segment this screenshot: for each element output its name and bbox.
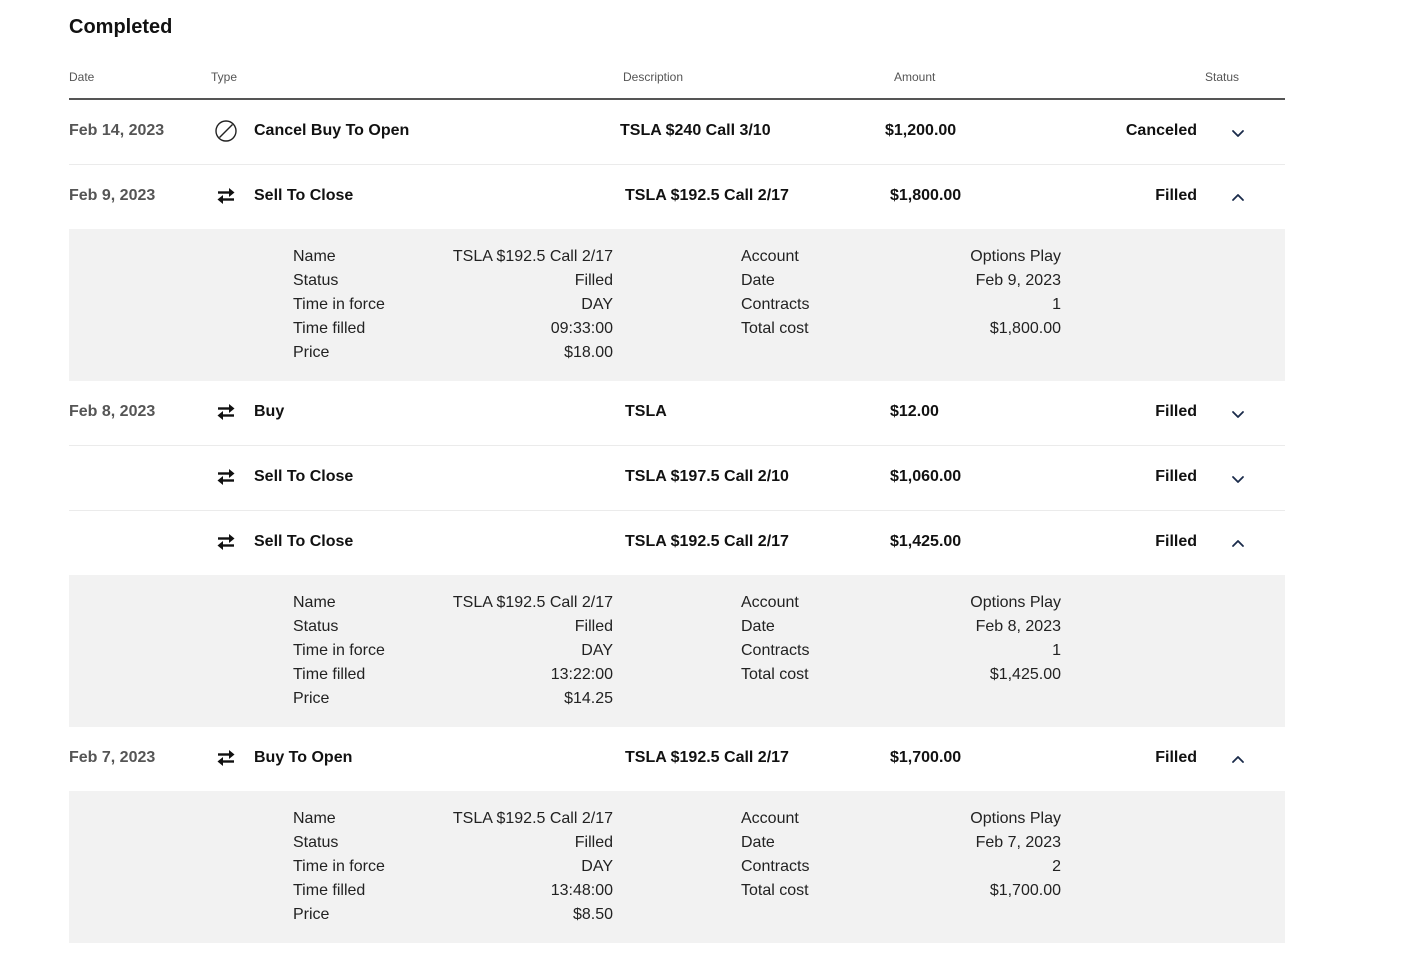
detail-column bbox=[449, 245, 613, 365]
detail-label-date: Date bbox=[741, 272, 775, 289]
detail-label-status: Status bbox=[293, 618, 339, 635]
detail-value-name: TSLA $192.5 Call 2/17 bbox=[452, 810, 613, 827]
detail-label-total-cost: Total cost bbox=[741, 666, 809, 683]
order-date: Feb 7, 2023 bbox=[69, 749, 156, 766]
swap-arrows-icon bbox=[215, 531, 237, 553]
detail-value-name: TSLA $192.5 Call 2/17 bbox=[452, 248, 613, 265]
detail-column bbox=[919, 591, 1061, 687]
detail-label-time-in-force: Time in force bbox=[293, 858, 385, 875]
detail-label-account: Account bbox=[741, 248, 799, 265]
detail-column bbox=[449, 807, 613, 927]
detail-column bbox=[919, 807, 1061, 903]
column-header-date: Date bbox=[69, 70, 95, 84]
table-header bbox=[69, 68, 1285, 100]
detail-column bbox=[741, 591, 809, 687]
detail-label-date: Date bbox=[741, 834, 775, 851]
order-status: Filled bbox=[1155, 749, 1197, 766]
order-row[interactable] bbox=[69, 165, 1285, 229]
chevron-up-icon[interactable] bbox=[1229, 535, 1247, 553]
detail-label-name: Name bbox=[293, 810, 336, 827]
order-description: TSLA $192.5 Call 2/17 bbox=[625, 187, 789, 204]
detail-column bbox=[741, 245, 809, 341]
detail-value-time-in-force: DAY bbox=[581, 642, 613, 659]
order-amount: $1,700.00 bbox=[890, 749, 962, 766]
swap-arrows-icon bbox=[215, 466, 237, 488]
order-description: TSLA $192.5 Call 2/17 bbox=[625, 533, 789, 550]
order-status: Filled bbox=[1155, 403, 1197, 420]
order-status: Filled bbox=[1155, 468, 1197, 485]
detail-value-status: Filled bbox=[574, 272, 613, 289]
order-type: Sell To Close bbox=[254, 187, 354, 204]
order-row[interactable] bbox=[69, 446, 1285, 511]
order-amount: $1,060.00 bbox=[890, 468, 962, 485]
order-description: TSLA bbox=[625, 403, 667, 420]
order-amount: $12.00 bbox=[890, 403, 939, 420]
order-description: TSLA $240 Call 3/10 bbox=[620, 122, 771, 139]
detail-column bbox=[293, 245, 385, 365]
order-amount: $1,800.00 bbox=[890, 187, 962, 204]
order-type: Sell To Close bbox=[254, 468, 354, 485]
detail-label-status: Status bbox=[293, 834, 339, 851]
detail-value-date: Feb 7, 2023 bbox=[975, 834, 1061, 851]
detail-value-status: Filled bbox=[574, 618, 613, 635]
detail-label-name: Name bbox=[293, 248, 336, 265]
detail-value-time-in-force: DAY bbox=[581, 296, 613, 313]
order-amount: $1,200.00 bbox=[885, 122, 957, 139]
detail-label-time-filled: Time filled bbox=[293, 320, 366, 337]
detail-label-time-in-force: Time in force bbox=[293, 296, 385, 313]
detail-value-account: Options Play bbox=[970, 594, 1061, 611]
detail-value-account: Options Play bbox=[970, 810, 1061, 827]
order-status: Filled bbox=[1155, 187, 1197, 204]
swap-arrows-icon bbox=[215, 185, 237, 207]
detail-column bbox=[293, 591, 385, 711]
chevron-down-icon[interactable] bbox=[1229, 470, 1247, 488]
order-date: Feb 9, 2023 bbox=[69, 187, 156, 204]
order-description: TSLA $197.5 Call 2/10 bbox=[625, 468, 789, 485]
detail-value-contracts: 1 bbox=[1052, 642, 1061, 659]
detail-value-total-cost: $1,800.00 bbox=[989, 320, 1061, 337]
detail-label-contracts: Contracts bbox=[741, 858, 810, 875]
order-type: Buy To Open bbox=[254, 749, 353, 766]
section-title: Completed bbox=[69, 16, 173, 38]
detail-value-total-cost: $1,700.00 bbox=[989, 882, 1061, 899]
detail-label-price: Price bbox=[293, 344, 330, 361]
detail-value-time-in-force: DAY bbox=[581, 858, 613, 875]
orders-table bbox=[69, 100, 1285, 943]
order-row[interactable] bbox=[69, 727, 1285, 791]
detail-label-contracts: Contracts bbox=[741, 642, 810, 659]
detail-value-time-filled: 13:48:00 bbox=[550, 882, 613, 899]
order-detail-panel bbox=[69, 791, 1285, 943]
order-status: Canceled bbox=[1125, 122, 1197, 139]
detail-column bbox=[741, 807, 809, 903]
detail-value-account: Options Play bbox=[970, 248, 1061, 265]
detail-label-date: Date bbox=[741, 618, 775, 635]
column-header-amount: Amount bbox=[894, 70, 936, 84]
detail-label-time-filled: Time filled bbox=[293, 666, 366, 683]
order-status: Filled bbox=[1155, 533, 1197, 550]
detail-label-status: Status bbox=[293, 272, 339, 289]
chevron-down-icon[interactable] bbox=[1229, 124, 1247, 142]
detail-label-contracts: Contracts bbox=[741, 296, 810, 313]
detail-column bbox=[919, 245, 1061, 341]
detail-label-price: Price bbox=[293, 906, 330, 923]
swap-arrows-icon bbox=[215, 401, 237, 423]
order-description: TSLA $192.5 Call 2/17 bbox=[625, 749, 789, 766]
detail-value-time-filled: 09:33:00 bbox=[550, 320, 613, 337]
chevron-up-icon[interactable] bbox=[1229, 189, 1247, 207]
detail-value-contracts: 1 bbox=[1052, 296, 1061, 313]
order-type: Cancel Buy To Open bbox=[254, 122, 410, 139]
order-date: Feb 14, 2023 bbox=[69, 122, 165, 139]
cancel-icon bbox=[215, 120, 237, 142]
detail-label-account: Account bbox=[741, 594, 799, 611]
order-row[interactable] bbox=[69, 100, 1285, 165]
detail-label-total-cost: Total cost bbox=[741, 882, 809, 899]
detail-value-contracts: 2 bbox=[1052, 858, 1061, 875]
detail-label-name: Name bbox=[293, 594, 336, 611]
order-row[interactable] bbox=[69, 511, 1285, 575]
detail-value-total-cost: $1,425.00 bbox=[989, 666, 1061, 683]
detail-value-time-filled: 13:22:00 bbox=[550, 666, 613, 683]
detail-value-date: Feb 9, 2023 bbox=[975, 272, 1061, 289]
detail-value-date: Feb 8, 2023 bbox=[975, 618, 1061, 635]
column-header-type: Type bbox=[211, 70, 238, 84]
detail-value-name: TSLA $192.5 Call 2/17 bbox=[452, 594, 613, 611]
detail-value-price: $8.50 bbox=[572, 906, 613, 923]
detail-column bbox=[293, 807, 385, 927]
order-date: Feb 8, 2023 bbox=[69, 403, 156, 420]
chevron-up-icon[interactable] bbox=[1229, 751, 1247, 769]
order-amount: $1,425.00 bbox=[890, 533, 962, 550]
detail-label-total-cost: Total cost bbox=[741, 320, 809, 337]
detail-value-price: $14.25 bbox=[564, 690, 613, 707]
detail-label-time-filled: Time filled bbox=[293, 882, 366, 899]
swap-arrows-icon bbox=[215, 747, 237, 769]
detail-label-account: Account bbox=[741, 810, 799, 827]
detail-value-status: Filled bbox=[574, 834, 613, 851]
detail-value-price: $18.00 bbox=[564, 344, 613, 361]
column-header-status: Status bbox=[1205, 70, 1240, 84]
order-type: Sell To Close bbox=[254, 533, 354, 550]
order-detail-panel bbox=[69, 229, 1285, 381]
chevron-down-icon[interactable] bbox=[1229, 405, 1247, 423]
order-detail-panel bbox=[69, 575, 1285, 727]
order-type: Buy bbox=[254, 403, 285, 420]
detail-label-time-in-force: Time in force bbox=[293, 642, 385, 659]
column-header-description: Description bbox=[623, 70, 684, 84]
detail-label-price: Price bbox=[293, 690, 330, 707]
detail-column bbox=[449, 591, 613, 711]
order-row[interactable] bbox=[69, 381, 1285, 446]
